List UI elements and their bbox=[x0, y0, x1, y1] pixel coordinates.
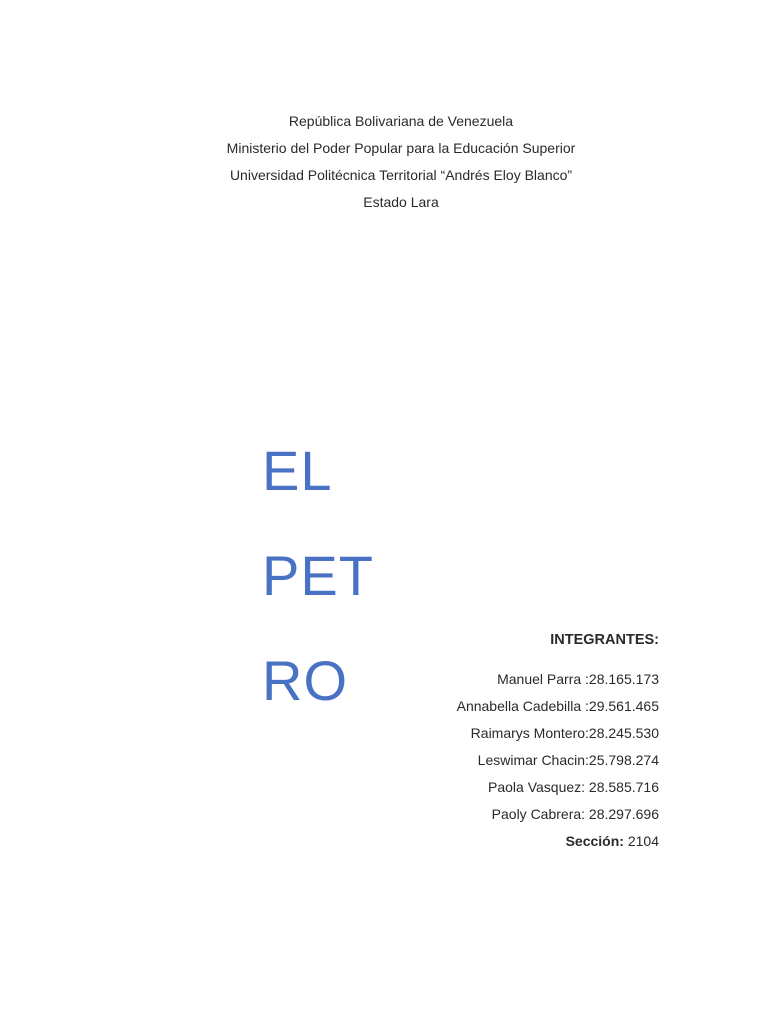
institution-header bbox=[0, 108, 768, 216]
members-block bbox=[457, 627, 659, 855]
members-heading: INTEGRANTES: bbox=[550, 632, 659, 648]
member-entry: Leswimar Chacin:25.798.274 bbox=[477, 752, 659, 768]
member-entry: Raimarys Montero:28.245.530 bbox=[470, 725, 659, 741]
header-state: Estado Lara bbox=[363, 194, 439, 210]
title-line-2: PET bbox=[262, 544, 374, 607]
member-entry: Paoly Cabrera: 28.297.696 bbox=[491, 806, 659, 822]
title-line-3: RO bbox=[262, 649, 348, 712]
header-republic: República Bolivariana de Venezuela bbox=[288, 113, 514, 129]
header-university: Universidad Politécnica Territorial “Andrés Eloy Blanco” bbox=[229, 167, 573, 183]
section-label: Sección: bbox=[565, 833, 624, 849]
title-line-1: EL bbox=[262, 439, 333, 502]
member-entry: Manuel Parra :28.165.173 bbox=[497, 671, 659, 687]
document-title bbox=[262, 418, 374, 733]
header-ministry: Ministerio del Poder Popular para la Educación Superior bbox=[226, 140, 576, 156]
section-value: 2104 bbox=[623, 833, 659, 849]
section-line bbox=[457, 828, 659, 855]
member-entry: Annabella Cadebilla :29.561.465 bbox=[456, 698, 659, 714]
member-entry: Paola Vasquez: 28.585.716 bbox=[488, 779, 659, 795]
